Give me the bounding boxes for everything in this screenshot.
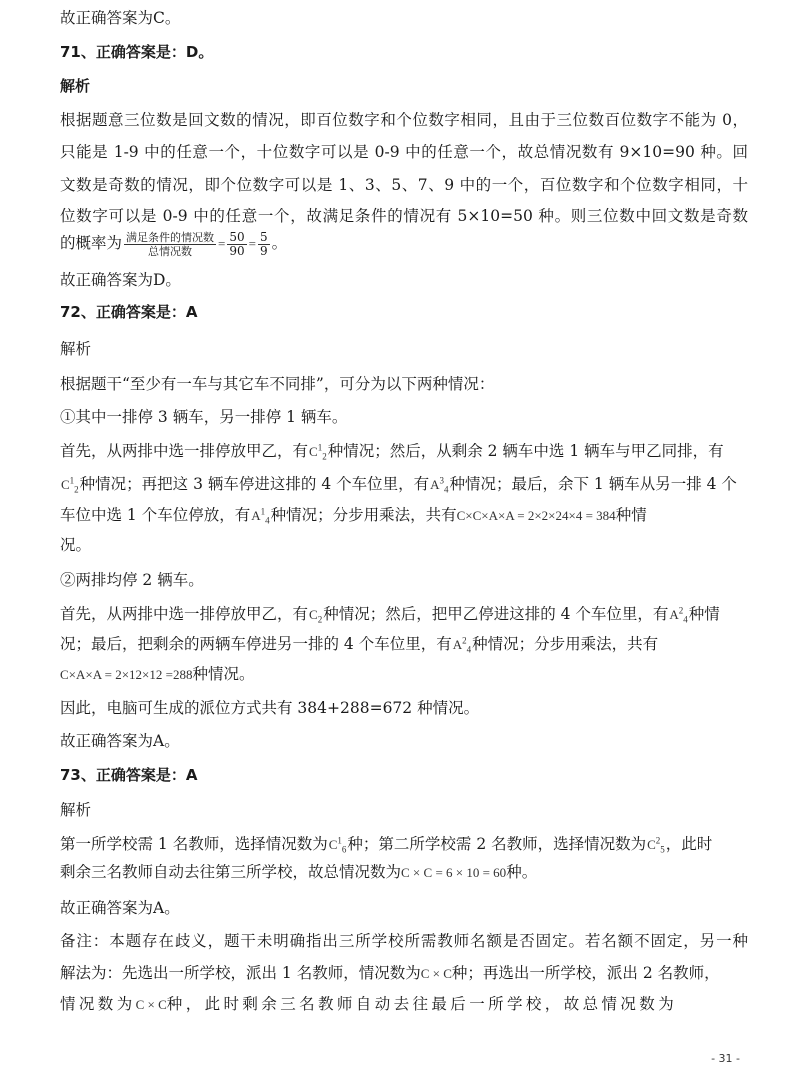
- text-line: 况。: [60, 536, 92, 554]
- arrangement-formula: $A^2_4$: [669, 605, 688, 625]
- arrangement-formula: $A^3_4$: [430, 475, 449, 495]
- combination-formula: $C_2$: [309, 607, 323, 625]
- text-line: [60, 505, 647, 526]
- text-span: 种情况；分步用乘法，共有: [472, 635, 659, 653]
- text-span: 情况数为: [60, 995, 136, 1013]
- text-span: 种情况；最后，余下 1 辆车从另一排 4 个: [449, 475, 737, 493]
- equals-sign: =: [248, 236, 256, 251]
- text-span: 。: [271, 234, 288, 252]
- q72-analysis-label: 解析: [60, 340, 92, 358]
- combination-formula: $C^1_2$: [61, 475, 79, 495]
- combination-formula: $C^2_5$: [647, 835, 665, 855]
- formula-text: A: [430, 477, 440, 492]
- fraction-denominator: 90: [229, 243, 245, 258]
- page-number: - 31 -: [711, 1052, 740, 1065]
- text-line: [60, 441, 724, 462]
- text-span: 种情况；然后，从剩余 2 辆车中选 1 辆车与甲乙同排，有: [327, 442, 724, 460]
- product-formula: C × C: [135, 997, 167, 1012]
- text-line: ①其中一排停 3 辆车，另一排停 1 辆车。: [60, 408, 348, 426]
- text-span: 种情况；再把这 3 辆车停进这排的 4 个车位里，有: [79, 475, 430, 493]
- text-line: ②两排均停 2 辆车。: [60, 571, 204, 589]
- text-line: 位数字可以是 0-9 中的任意一个，故满足条件的情况有 5×10=50 种。则三位数中回文数是奇数: [60, 207, 748, 225]
- text-span: 种情: [615, 506, 647, 524]
- product-formula: C × C = 6 × 10 = 60: [401, 865, 507, 880]
- text-span: 种。: [506, 863, 538, 881]
- q72-answer: 故正确答案为A。: [60, 732, 180, 750]
- q73-answer: 故正确答案为A。: [60, 899, 180, 917]
- formula-text: A: [452, 637, 463, 652]
- text-line: 备注：本题存在歧义，题干未明确指出三所学校所需教师名额是否固定。若名额不固定，另一种: [60, 932, 748, 950]
- formula-text: C: [309, 607, 318, 622]
- formula-text: A: [669, 607, 679, 622]
- equals-sign: =: [218, 236, 226, 251]
- question-73-title: 73、正确答案是：A: [60, 766, 198, 784]
- question-72-title: 72、正确答案是：A: [60, 303, 198, 321]
- combination-formula: $C^1_6$: [328, 835, 347, 855]
- fraction-denominator: 9: [259, 243, 268, 258]
- text-span: ，此时: [665, 835, 713, 853]
- text-line: 根据题干“至少有一车与其它车不同排”，可分为以下两种情况：: [60, 375, 495, 393]
- text-span: 的概率为: [60, 234, 123, 252]
- text-line: 只能是 1-9 中的任意一个，十位数字可以是 0-9 中的任意一个，故总情况数有 9×10=90 种。回: [60, 143, 748, 161]
- text-span: 首先，从两排中选一排停放甲乙，有: [60, 605, 309, 623]
- fraction-denominator: 总情况数: [148, 244, 193, 258]
- text-line: [60, 474, 737, 495]
- text-span: 种情况；然后，把甲乙停进这排的 4 个车位里，有: [323, 605, 669, 623]
- question-71-title: 71、正确答案是：D。: [60, 43, 214, 61]
- text-line: [60, 994, 677, 1015]
- text-line: 文数是奇数的情况，即个位数字可以是 1、3、5、7、9 中的一个，百位数字和个位数字相同，十: [60, 176, 748, 194]
- arrangement-formula: $A^2_4$: [452, 635, 472, 655]
- text-span: 第一所学校需 1 名教师，选择情况数为: [60, 835, 328, 853]
- fraction-numerator: 满足条件的情况数: [126, 230, 215, 244]
- text-span: 种，此时剩余三名教师自动去往最后一所学校，故总情况数为: [166, 995, 678, 1013]
- text-span: 种；第二所学校需 2 名教师，选择情况数为: [347, 835, 647, 853]
- text-span: 车位中选 1 个车位停放，有: [60, 506, 251, 524]
- fraction-numerator: 5: [259, 229, 268, 244]
- text-span: 解法为：先选出一所学校，派出 1 名教师，情况数为: [60, 964, 421, 982]
- combination-formula: $C^1_2$: [309, 442, 327, 462]
- text-line: 根据题意三位数是回文数的情况，即百位数字和个位数字相同，且由于三位数百位数字不能为 0，: [60, 111, 748, 129]
- text-span: 种情况；分步用乘法，共有: [270, 506, 457, 524]
- arrangement-formula: $A^1_4$: [251, 506, 270, 526]
- text-line: [60, 634, 658, 655]
- fraction-value: [227, 231, 246, 258]
- fraction-formula: [124, 231, 216, 258]
- text-line: 因此，电脑可生成的派位方式共有 384+288=672 种情况。: [60, 699, 480, 717]
- text-span: 况；最后，把剩余的两辆车停进另一排的 4 个车位里，有: [60, 635, 452, 653]
- text-span: 种情: [688, 605, 720, 623]
- fraction-value: [258, 231, 270, 258]
- text-span: 首先，从两排中选一排停放甲乙，有: [60, 442, 309, 460]
- formula-text: C: [328, 837, 338, 852]
- text-span: 剩余三名教师自动去往第三所学校，故总情况数为: [60, 863, 402, 881]
- text-line: [60, 834, 712, 855]
- formula-text: C: [647, 837, 656, 852]
- q71-analysis-label: 解析: [60, 77, 91, 95]
- q73-analysis-label: 解析: [60, 801, 92, 819]
- text-line: [60, 604, 720, 625]
- product-formula: C × C: [420, 966, 452, 981]
- text-span: 种；再选出一所学校，派出 2 名教师，: [451, 964, 720, 982]
- formula-text: A: [251, 508, 261, 523]
- text-span: 种情况。: [192, 665, 255, 683]
- product-formula: C×A×A = 2×12×12 =288: [60, 667, 193, 682]
- q71-probability-line: [60, 228, 287, 259]
- q71-answer: 故正确答案为D。: [60, 271, 181, 289]
- text-line: [60, 664, 255, 685]
- text-line: [60, 963, 720, 984]
- fraction-numerator: 50: [229, 229, 245, 244]
- formula-text: C: [61, 477, 70, 492]
- text-line: [60, 862, 537, 883]
- product-formula: C×C×A×A = 2×2×24×4 = 384: [456, 508, 616, 523]
- formula-text: C: [309, 444, 318, 459]
- text-line: 故正确答案为C。: [60, 9, 181, 27]
